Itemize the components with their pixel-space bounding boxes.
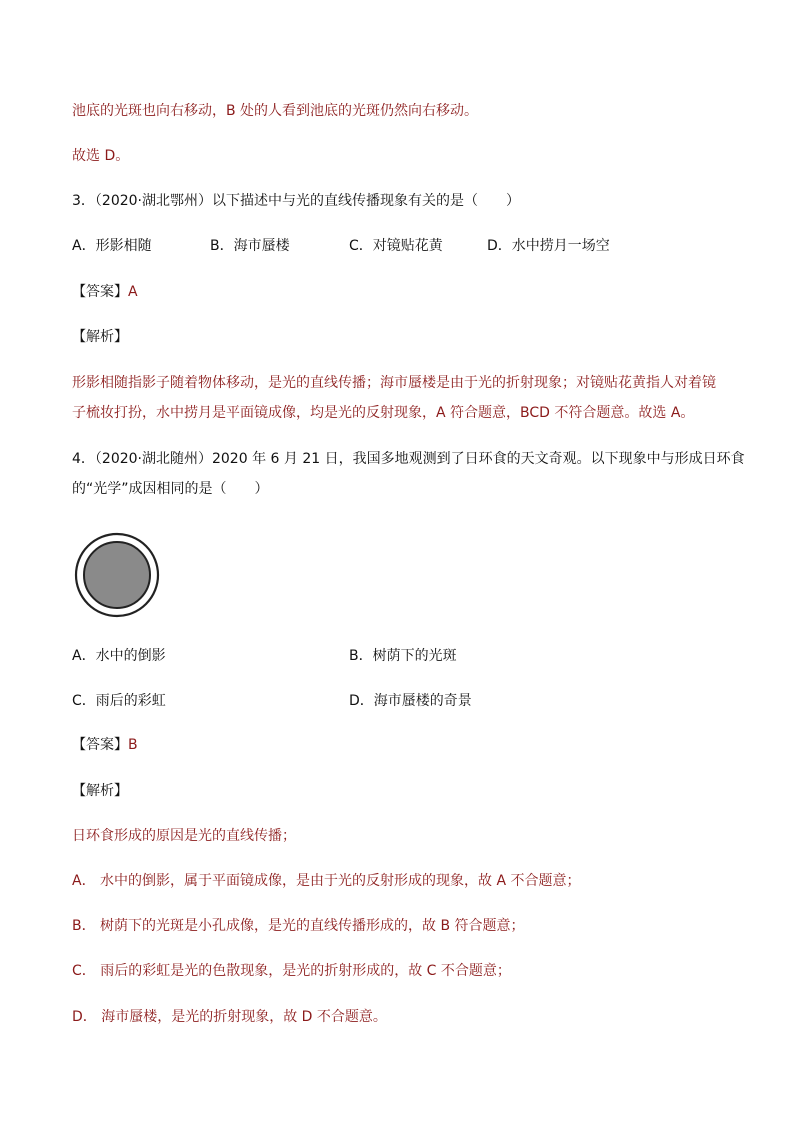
q3-analysis-line1: 形影相随指影子随着物体移动，是光的直线传播；海市蜃楼是由于光的折射现象；对镜贴花黄指人对着镜	[72, 375, 716, 391]
q4-option-c: C．雨后的彩虹	[72, 693, 166, 709]
q3-answer-value: A	[128, 284, 138, 300]
q4-option-d: D．海市蜃楼的奇景	[349, 693, 472, 709]
continuation-line: 池底的光斑也向右移动，B 处的人看到池底的光斑仍然向右移动。	[72, 103, 479, 119]
q4-stem-line2: 的“光学”成因相同的是（ ）	[72, 481, 269, 497]
q4-analysis-item-d: D． 海市蜃楼，是光的折射现象，故 D 不合题意。	[72, 1009, 387, 1025]
q4-option-b: B．树荫下的光斑	[349, 648, 457, 664]
continuation-conclusion: 故选 D。	[72, 148, 130, 164]
q3-option-d: D．水中捞月一场空	[487, 238, 610, 254]
q4-analysis-label: 【解析】	[72, 783, 128, 799]
q4-stem-line1: 4．（2020·湖北随州）2020 年 6 月 21 日，我国多地观测到了日环食的天文奇观。以下现象中与形成日环食	[72, 451, 745, 467]
q3-analysis-line2: 子梳妆打扮，水中捞月是平面镜成像，均是光的反射现象，A 符合题意，BCD 不符合题意。故选 A。	[72, 405, 695, 421]
q4-analysis-item-a: A． 水中的倒影，属于平面镜成像，是由于光的反射形成的现象，故 A 不合题意；	[72, 873, 581, 889]
q4-answer-value: B	[128, 737, 138, 753]
eclipse-moon-disk	[84, 542, 150, 608]
q4-option-a: A．水中的倒影	[72, 648, 166, 664]
q3-option-c: C．对镜贴花黄	[349, 238, 443, 254]
q4-answer-label: 【答案】	[72, 737, 128, 753]
q3-answer-label: 【答案】	[72, 284, 128, 300]
q3-option-b: B．海市蜃楼	[210, 238, 290, 254]
q3-analysis-label: 【解析】	[72, 329, 128, 345]
annular-eclipse-diagram	[74, 532, 160, 618]
q4-analysis-intro: 日环食形成的原因是光的直线传播；	[72, 828, 296, 844]
q3-option-a: A．形影相随	[72, 238, 152, 254]
q3-answer	[72, 282, 138, 302]
q3-stem: 3．（2020·湖北鄂州）以下描述中与光的直线传播现象有关的是（ ）	[72, 193, 520, 209]
q4-analysis-item-c: C． 雨后的彩虹是光的色散现象，是光的折射形成的，故 C 不合题意；	[72, 963, 511, 979]
q4-answer	[72, 735, 138, 755]
q4-analysis-item-b: B． 树荫下的光斑是小孔成像，是光的直线传播形成的，故 B 符合题意；	[72, 918, 525, 934]
